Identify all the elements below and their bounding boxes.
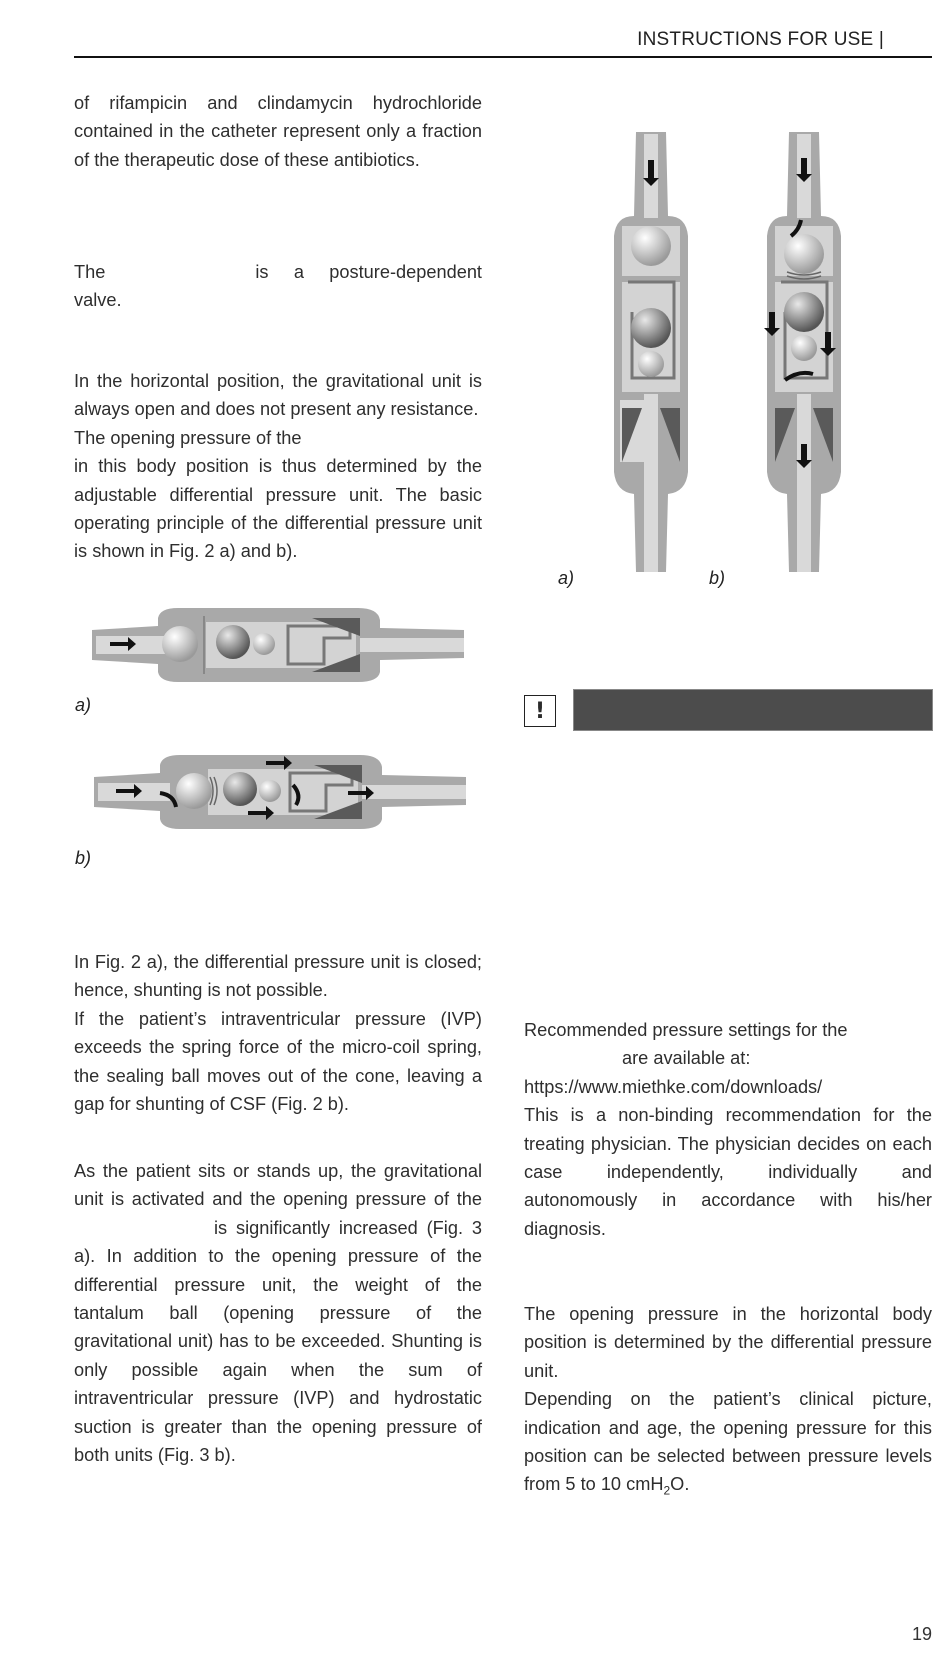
fig2a-caption: a)	[75, 695, 92, 715]
figure-3a-valve	[610, 132, 692, 572]
figure-2a-valve	[88, 608, 468, 688]
paragraph-sitting: As the patient sits or stands up, the gravitational unit is activated and the opening pressure of theis significantly increased (Fig. 3 a). In addition to the opening pressure of the differential pressure unit, the weight of the tantalum ball (opening pressure of the gravitational unit) has to be exceeded. Shunting is only possible again when the sum of intraventricular pressure (IVP) and hydrostatic suction is greater than the opening pressure of both units (Fig. 3 b).	[74, 1161, 482, 1466]
fig2b-caption: b)	[75, 848, 92, 868]
warning-icon: !	[524, 695, 556, 727]
fig3b-caption: b)	[709, 568, 726, 588]
header-rule	[74, 56, 932, 58]
downloads-link[interactable]: https://www.miethke.com/downloads/	[524, 1076, 823, 1097]
paragraph-recommended-settings: Recommended pressure settings for the are available at: https://www.miethke.com/downloads/ This is a non-binding recommendation for the treating physician. The physician decides on each case independently, individually and autonomously in accordance with his/her diagnosis.	[524, 1020, 932, 1239]
paragraph-antibiotics: of rifampicin and clindamycin hydrochloride contained in the catheter represent only a fraction of the therapeutic dose of these antibiotics.	[74, 93, 482, 170]
paragraph-horizontal: In the horizontal position, the gravitational unit is always open and does not present any resistance. The opening pressure of the in this body position is thus determined by the adjustable differential pressure unit. The basic operating principle of the differential pressure unit is shown in Fig. 2 a) and b).	[74, 371, 482, 562]
paragraph-fig2-explanation: In Fig. 2 a), the differential pressure unit is closed; hence, shunting is not possible. If the patient’s intraventricular pressure (IVP) exceeds the spring force of the micro-coil spring, the sealing ball moves out of the cone, leaving a gap for shunting of CSF (Fig. 2 b).	[74, 952, 482, 1115]
paragraph-posture-valve: The is a posture-dependent valve.	[74, 262, 482, 311]
figure-3b-valve	[763, 132, 845, 572]
paragraph-horizontal-opening-pressure: The opening pressure in the horizontal body position is determined by the differential pressure unit. Depending on the patient’s clinical picture, indication and age, the opening pressure for this position can be selected between pressure levels from 5 to 10 cmH$_2$O.	[524, 1304, 932, 1499]
page-number: 19	[911, 1624, 932, 1644]
header-title: INSTRUCTIONS FOR USE |	[637, 29, 884, 50]
figure-2b-valve	[90, 755, 470, 835]
warning-bar	[573, 689, 933, 731]
fig3a-caption: a)	[558, 568, 575, 588]
